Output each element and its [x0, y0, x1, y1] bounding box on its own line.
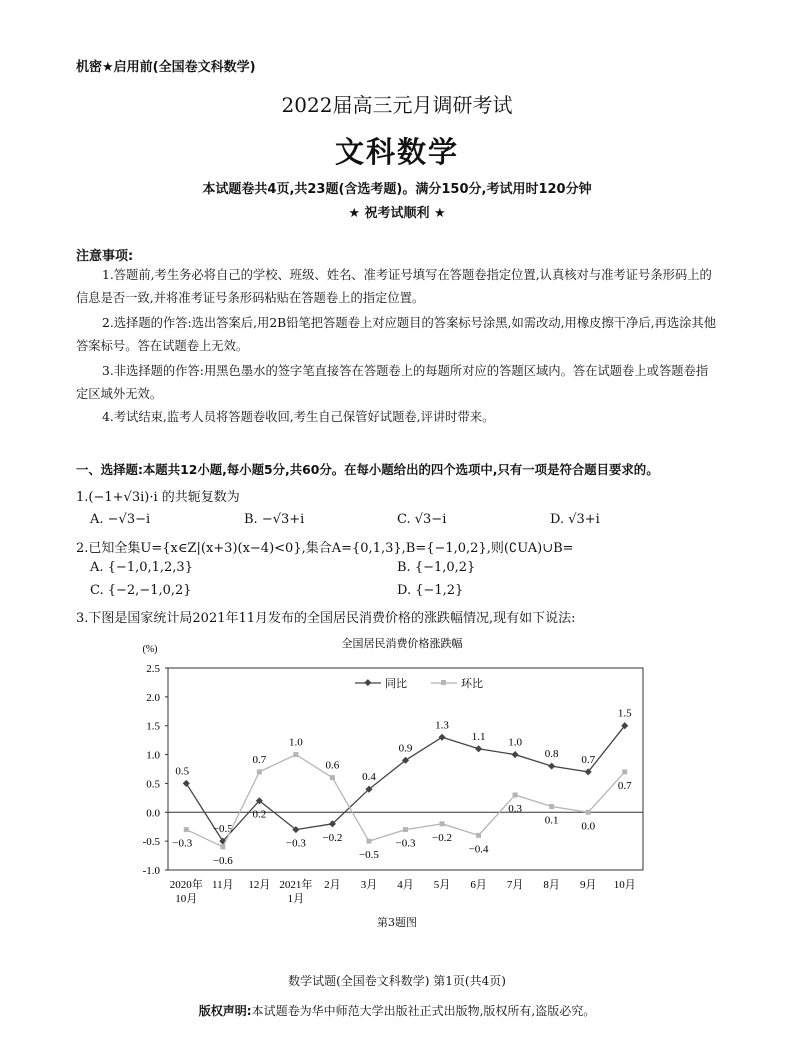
- data-point: [330, 775, 335, 780]
- data-point: [220, 844, 225, 849]
- data-label: 0.7: [252, 753, 267, 766]
- exam-info: 本试题卷共4页,共23题(含选考题)。满分150分,考试用时120分钟: [202, 182, 592, 197]
- data-label: 0.3: [508, 802, 522, 815]
- secret-label: 机密★启用前(全国卷文科数学): [76, 60, 256, 75]
- y-tick-label: 2.0: [146, 691, 160, 704]
- data-label: −0.6: [212, 854, 233, 867]
- data-label: −0.2: [432, 831, 453, 844]
- chart-title: 全国居民消费价格涨跌幅: [341, 638, 463, 650]
- data-label: 1.5: [617, 707, 632, 720]
- y-tick-label: -0.5: [142, 836, 160, 849]
- q2-option-a: A. {−1,0,1,2,3}: [90, 560, 193, 575]
- legend-series-1: 同比: [385, 678, 407, 690]
- data-label: 0.2: [252, 808, 267, 821]
- data-point: [548, 763, 555, 770]
- data-label: 1.0: [508, 736, 522, 749]
- series-line-2: [186, 755, 624, 847]
- data-point: [184, 827, 189, 832]
- section-title: 一、选择题:本题共12小题,每小题5分,共60分。在每小题给出的四个选项中,只有一项是符合题目要求的。: [76, 462, 659, 477]
- data-label: −0.3: [285, 837, 306, 850]
- note-item: 2.选择题的作答:选出答案后,用2B铅笔把答题卷上对应题目的答案标号涂黑,如需改动,用橡皮擦干净后,再选涂其他答案标号。答在试题卷上无效。: [76, 316, 717, 353]
- x-tick-label: 10月: [613, 879, 636, 891]
- data-label: 0.8: [544, 748, 559, 761]
- data-label: 0.9: [398, 742, 413, 755]
- x-tick-label: 9月: [579, 879, 597, 891]
- y-tick-label: -1.0: [142, 865, 160, 877]
- data-label: 0.1: [544, 814, 559, 827]
- x-tick-label: 11月: [212, 879, 234, 891]
- x-tick-label: 2021年 1月: [279, 879, 313, 905]
- x-tick-label: 2月: [324, 879, 341, 891]
- q1-option-d: D. √3+i: [550, 512, 600, 527]
- note-item: 3.非选择题的作答:用黑色墨水的签字笔直接答在答题卷上的每题所对应的答题区域内。答在试题卷上或答题卷指定区域外无效。: [76, 364, 709, 401]
- data-label: 1.3: [435, 719, 449, 732]
- notes-title: 注意事项:: [76, 249, 134, 264]
- copyright-notice: [0, 1002, 794, 1019]
- x-tick-label: 3月: [360, 879, 378, 891]
- data-point: [476, 833, 481, 838]
- data-label: 1.0: [289, 736, 303, 749]
- data-point: [366, 839, 371, 844]
- figure-caption: 第3题图: [377, 916, 417, 929]
- subject-title: 文科数学: [334, 135, 459, 169]
- y-tick-label: 0.5: [146, 778, 160, 791]
- x-tick-label: 6月: [470, 879, 487, 891]
- question-2-stem: 2.已知全集U={x∈Z|(x+3)(x−4)<0},集合A={0,1,3},B={−1,0,2},则(∁UA)∪B=: [76, 541, 574, 556]
- q1-option-b: B. −√3+i: [244, 512, 305, 527]
- y-tick-label: 1.5: [146, 720, 160, 733]
- x-tick-label: 12月: [248, 879, 271, 891]
- q1-option-c: C. √3−i: [397, 512, 447, 527]
- data-label: −0.4: [468, 843, 489, 856]
- copyright-text: 本试题卷为华中师范大学出版社正式出版物,版权所有,盗版必究。: [251, 1004, 596, 1018]
- legend: [355, 676, 483, 690]
- x-tick-label: 5月: [433, 879, 451, 891]
- q1-option-a: A. −√3−i: [90, 512, 151, 527]
- x-tick-label: 8月: [543, 879, 560, 891]
- exam-wish: ★ 祝考试顺利 ★: [348, 206, 446, 221]
- data-point: [403, 827, 408, 832]
- data-label: 0.7: [581, 753, 596, 766]
- data-point: [183, 780, 190, 787]
- data-label: 1.1: [471, 730, 486, 743]
- data-label: 0.7: [617, 779, 632, 792]
- data-point: [440, 821, 445, 826]
- q2-option-d: D. {−1,2}: [397, 583, 464, 598]
- data-point: [439, 734, 446, 741]
- copyright-label: 版权声明:: [198, 1004, 252, 1018]
- data-label: −0.2: [322, 831, 343, 844]
- y-axis-label: (%): [142, 644, 158, 655]
- x-tick-label: 4月: [397, 879, 414, 891]
- data-point: [512, 751, 519, 758]
- legend-series-2: 环比: [461, 678, 483, 690]
- data-point: [622, 769, 627, 774]
- x-tick-label: 2020年 10月: [169, 879, 203, 905]
- question-1-stem: 1.(−1+√3i)·i 的共轭复数为: [76, 490, 240, 505]
- data-point: [475, 745, 482, 752]
- data-label: −0.5: [212, 823, 233, 836]
- q2-option-c: C. {−2,−1,0,2}: [90, 583, 192, 598]
- cpi-chart: [110, 630, 670, 910]
- data-label: 0.5: [175, 765, 190, 778]
- q2-option-b: B. {−1,0,2}: [397, 560, 476, 575]
- y-tick-label: 0.0: [146, 807, 160, 820]
- x-tick-label: 7月: [506, 879, 524, 891]
- data-label: −0.3: [395, 837, 416, 850]
- data-point: [293, 752, 298, 757]
- data-point: [586, 810, 591, 815]
- data-point: [513, 792, 518, 797]
- data-label: −0.5: [358, 849, 379, 862]
- data-point: [549, 804, 554, 809]
- note-item: 1.答题前,考生务必将自己的学校、班级、姓名、准考证号填写在答题卷指定位置,认真核对与准考证号条形码上的信息是否一致,并将准考证号条形码粘贴在答题卷上的指定位置。: [76, 268, 712, 305]
- y-tick-label: 1.0: [146, 749, 160, 762]
- question-3-stem: 3.下图是国家统计局2021年11月发布的全国居民消费价格的涨跌幅情况,现有如下说法:: [76, 611, 576, 626]
- data-label: 0.6: [325, 759, 340, 772]
- data-label: −0.3: [172, 837, 193, 850]
- note-item: 4.考试结束,监考人员将答题卷收回,考生自己保管好试题卷,评讲时带来。: [102, 410, 495, 424]
- data-label: 0.0: [581, 820, 596, 833]
- page-footer: 数学试题(全国卷文科数学) 第1页(共4页): [288, 974, 506, 988]
- exam-title: 2022届高三元月调研考试: [281, 93, 513, 117]
- data-point: [257, 769, 262, 774]
- data-label: 0.4: [362, 771, 376, 784]
- y-tick-label: 2.5: [146, 663, 160, 675]
